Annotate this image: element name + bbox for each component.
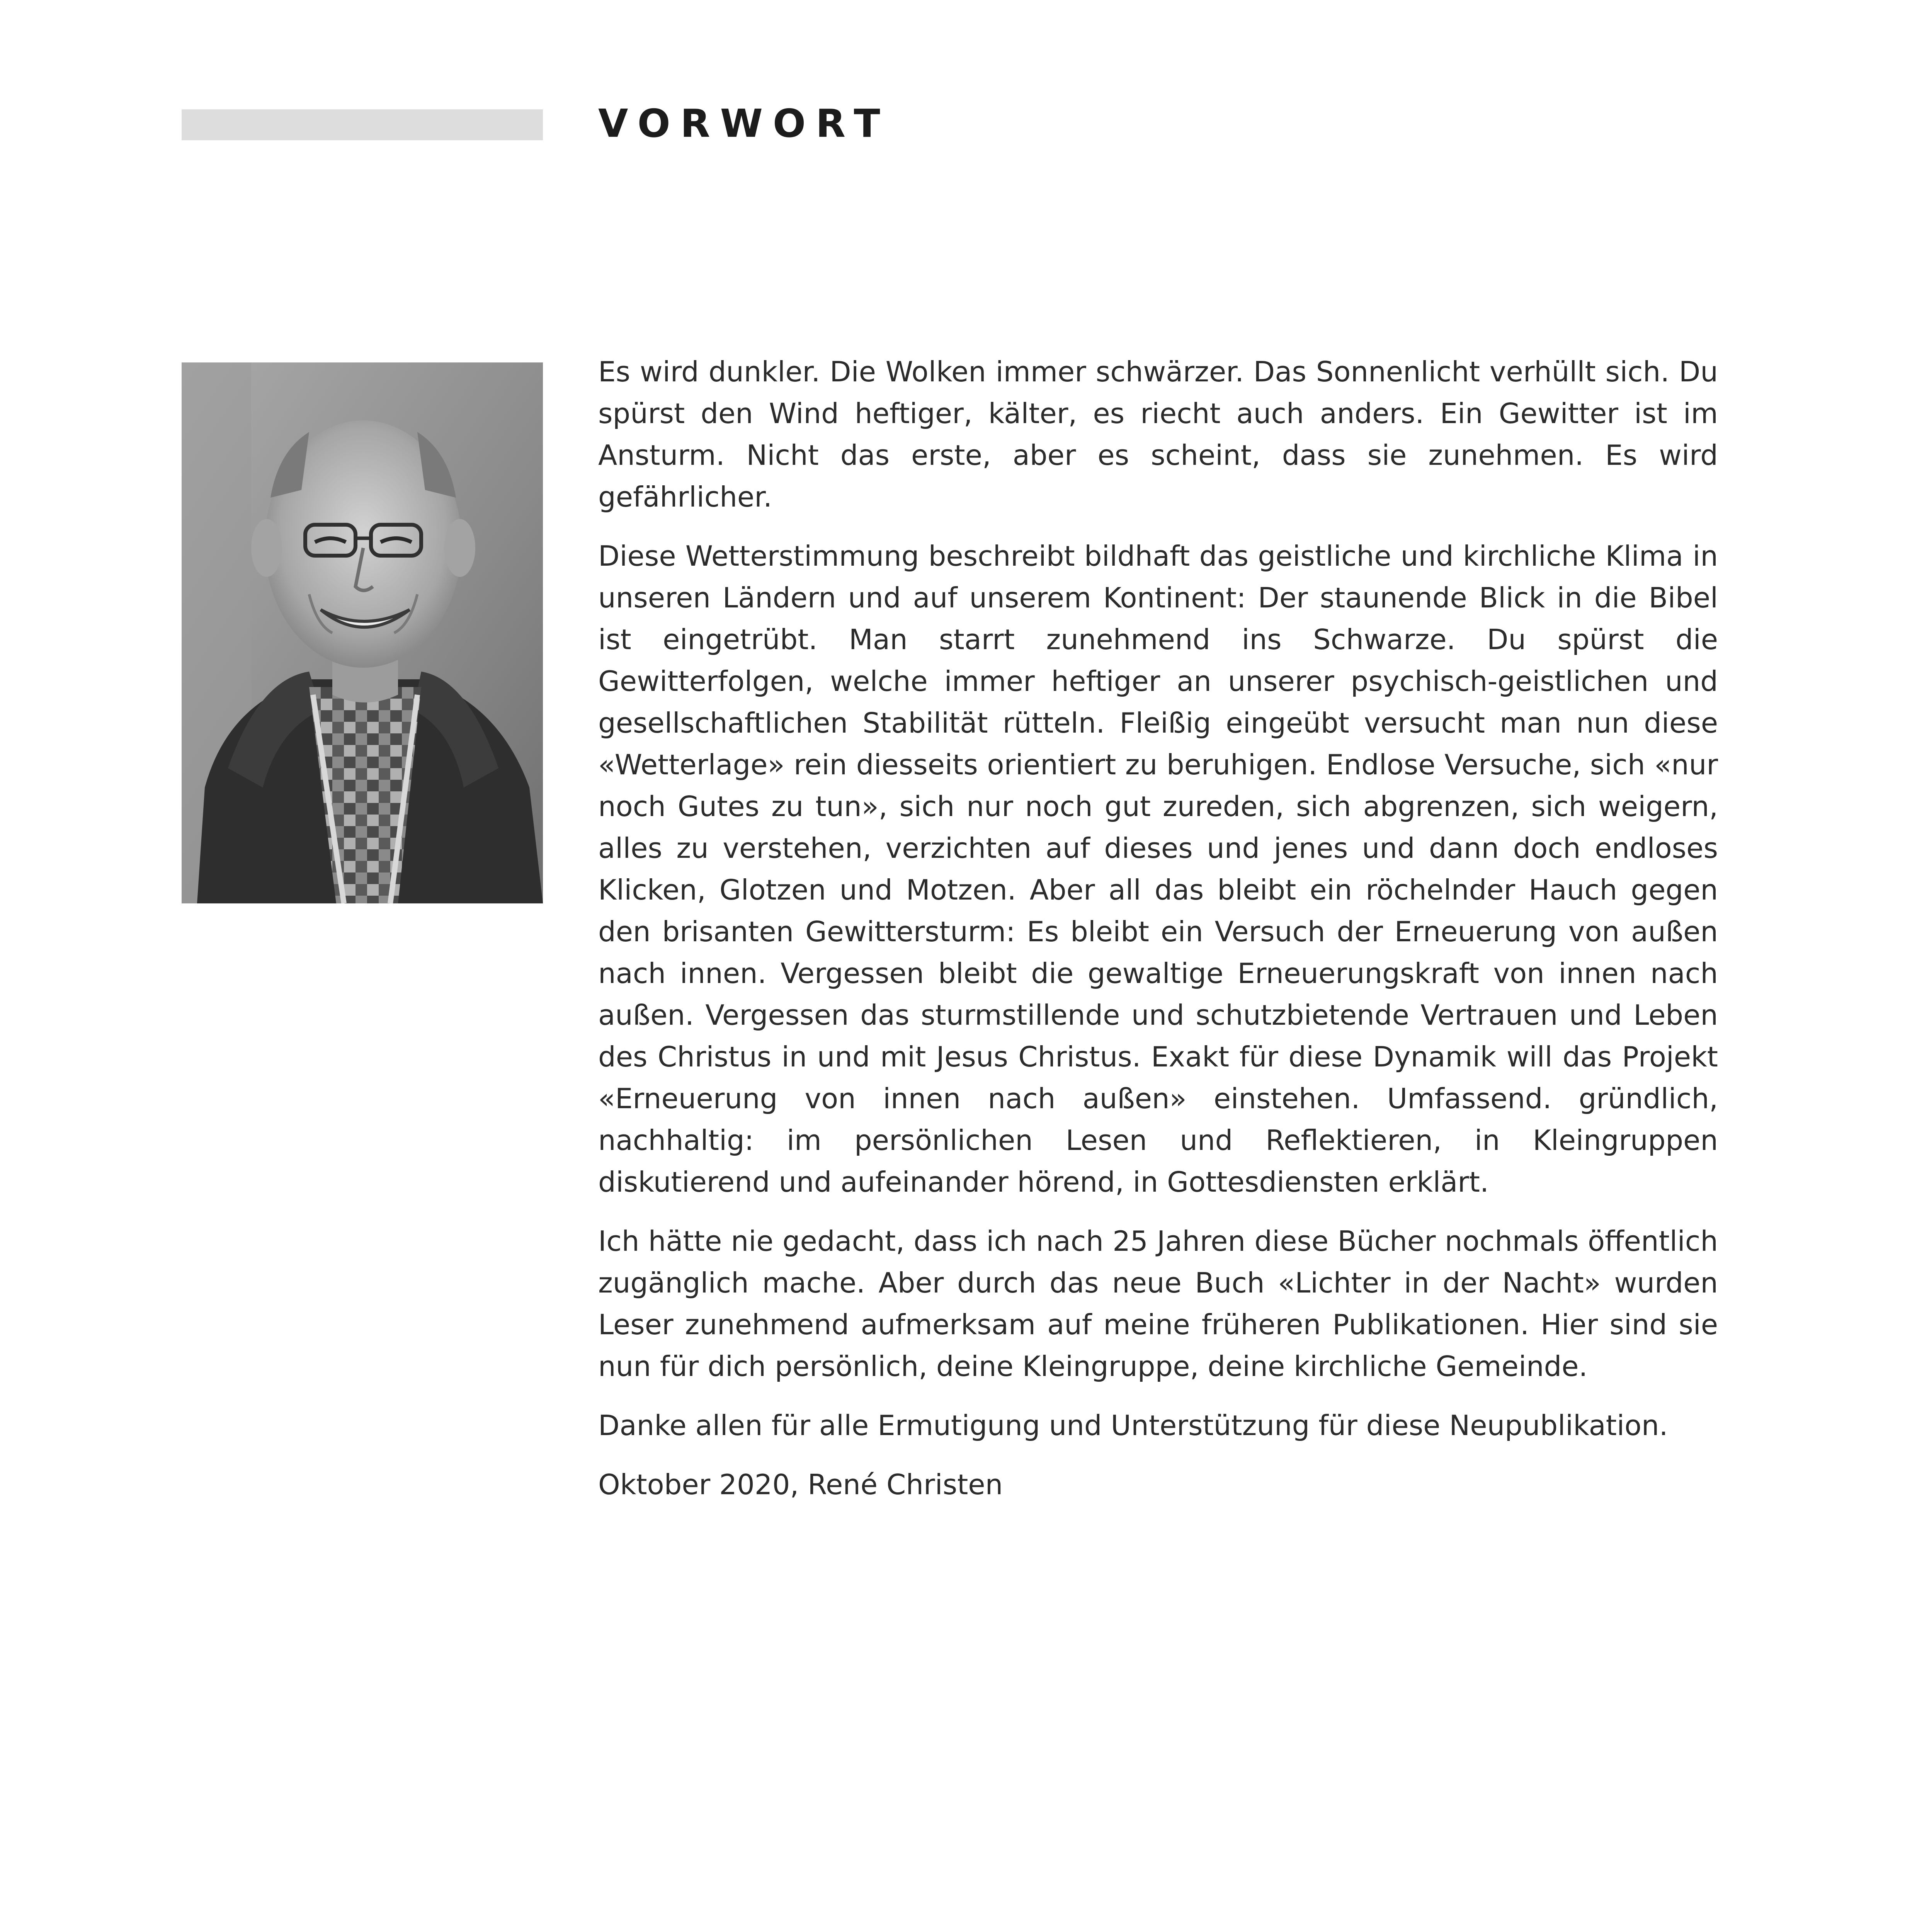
paragraph-1: Es wird dunkler. Die Wolken immer schwärzer. Das Sonnenlicht verhüllt sich. Du spürst den Wind heftiger, kälter, es riecht auch anders. Ein Gewitter ist im Ansturm. Nicht das erste, aber es scheint, dass sie zunehmen. Es wird gefährlicher. [598, 355, 1718, 513]
paragraph-3: Ich hätte nie gedacht, dass ich nach 25 Jahren diese Bücher nochmals öffentlich zugänglich mache. Aber durch das neue Buch «Lichter in der Nacht» wurden Leser zunehmend aufmerksam auf meine früheren Publikationen. Hier sind sie nun für dich persönlich, deine Kleingruppe, deine kirchliche Gemeinde. [598, 1225, 1718, 1383]
paragraph-2: Diese Wetterstimmung beschreibt bildhaft das geistliche und kirchliche Klima in unseren Ländern und auf unserem Kontinent: Der staunende Blick in die Bibel ist eingetrübt. Man starrt zunehmend ins Schwarze. Du spürst die Gewitterfolgen, welche immer heftiger an unserer psychisch-geistlichen und gesellschaftlichen Stabilität rütteln. Fleißig eingeübt versucht man nun diese «Wetterlage» rein diesseits orientiert zu beruhigen. Endlose Versuche, sich «nur noch Gutes zu tun», sich nur noch gut zureden, sich abgrenzen, sich weigern, alles zu verstehen, verzichten auf dieses und jenes und dann doch endloses Klicken, Glotzen und Motzen. Aber all das bleibt ein röchelnder Hauch gegen den brisanten Gewittersturm: Es bleibt ein Versuch der Erneuerung von außen nach innen. Vergessen bleibt die gewaltige Erneuerungskraft von innen nach außen. Vergessen das sturmstillende und schutzbietende Vertrauen und Leben des Christus in und mit Jesus Christus. Exakt für diese Dynamik will das Projekt «Erneuerung von innen nach außen» einstehen. Umfassend. gründlich, nachhaltig: im persönlichen Lesen und Reflektieren, in Kleingruppen diskutierend und aufeinander hörend, in Gottesdiensten erklärt. [598, 540, 1718, 1198]
header-accent-bar [182, 109, 543, 140]
author-portrait [182, 362, 543, 903]
foreword-text [598, 351, 1718, 1523]
portrait-illustration [182, 362, 543, 903]
paragraph-4: Danke allen für alle Ermutigung und Unterstützung für diese Neupublikation. [598, 1409, 1668, 1442]
signature-line: Oktober 2020, René Christen [598, 1468, 1003, 1501]
page-title: VORWORT [598, 101, 890, 146]
